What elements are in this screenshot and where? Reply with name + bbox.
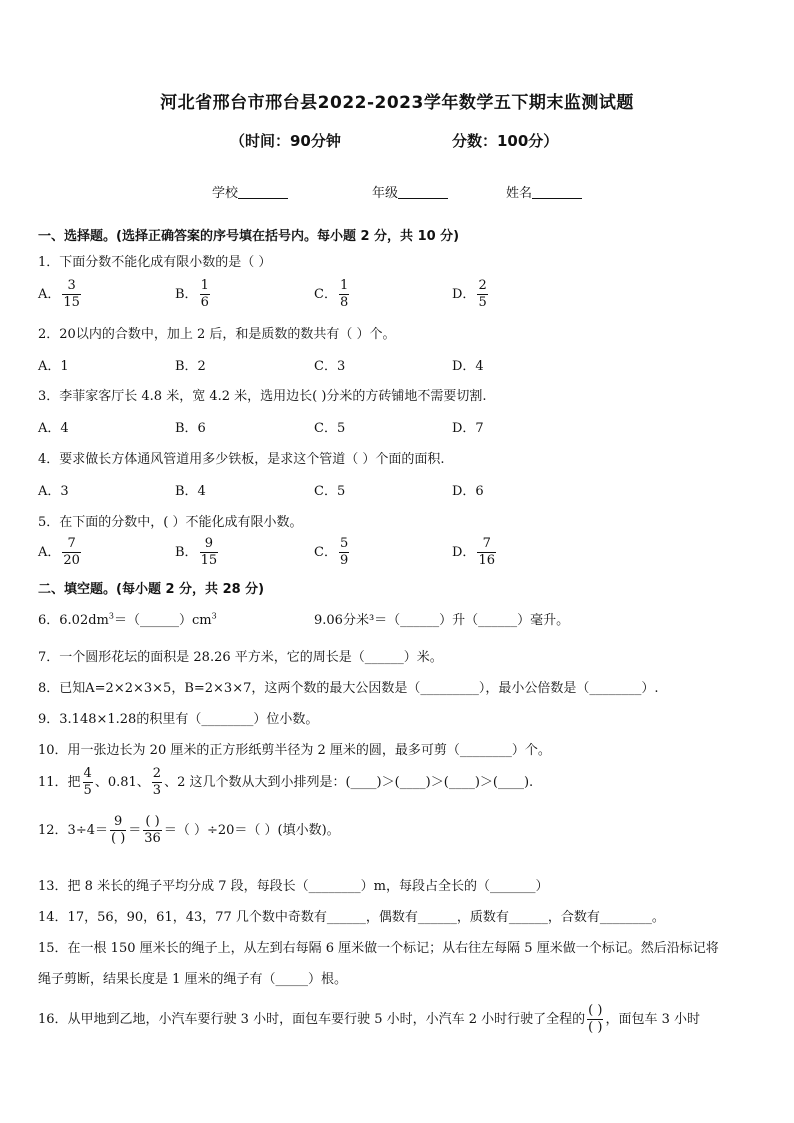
question-2: 2．20以内的合数中，加上 2 后，和是质数的数共有（ ）个。	[38, 327, 396, 342]
fraction: $\frac{1}{6}$	[200, 278, 209, 310]
school-blank	[238, 186, 288, 199]
fraction: $\frac{( )}{( )}$	[588, 1003, 603, 1035]
q2-option-c: C．3	[314, 359, 346, 374]
q5-option-d: D． $\frac{7}{16}$	[452, 536, 495, 568]
school-label: 学校	[212, 186, 239, 201]
q4-option-b: B．4	[175, 484, 206, 499]
fraction: $\frac{2}{3}$	[152, 766, 162, 798]
q3-option-d: D．7	[452, 421, 484, 436]
question-3: 3．李菲家客厅长 4.8 米，宽 4.2 米，选用边长( )分米的方砖铺地不需要切割.	[38, 389, 487, 404]
question-14: 14．17，56，90，61，43，77 几个数中奇数有______，偶数有______，质数有______，合数有________。	[38, 910, 665, 925]
fraction: $\frac{5}{9}$	[339, 536, 349, 568]
q3-option-c: C．5	[314, 421, 346, 436]
question-12: 12．3÷4＝ $\frac{9}{( )}$ ＝ $\frac{( )}{36}$ ＝（ ）÷20＝（ ）(填小数)。	[38, 814, 340, 846]
q1-option-d: D． $\frac{2}{5}$	[452, 278, 487, 310]
q4-option-d: D．6	[452, 484, 484, 499]
page-title: 河北省邢台市邢台县2022-2023学年数学五下期末监测试题	[160, 93, 634, 113]
q3-option-b: B．6	[175, 421, 206, 436]
question-6b: 9.06分米³＝（______）升（______）毫升。	[314, 613, 570, 628]
grade-label: 年级	[372, 186, 399, 201]
question-7: 7．一个圆形花坛的面积是 28.26 平方米，它的周长是（______）米。	[38, 650, 443, 665]
q2-option-d: D．4	[452, 359, 484, 374]
question-6a: 6．$6.02dm^3=(\_\_\_\_\_\_)cm^3$	[38, 611, 217, 628]
q1-option-a: A． $\frac{3}{15}$	[38, 278, 80, 310]
section-1-heading: 一、选择题。(选择正确答案的序号填在括号内。每小题 2 分，共 10 分)	[38, 229, 460, 244]
fraction: $\frac{9}{( )}$	[110, 814, 126, 846]
grade-field	[372, 182, 448, 201]
question-5: 5．在下面的分数中，( ）不能化成有限小数。	[38, 515, 303, 530]
question-15-line-2: 绳子剪断，结果长度是 1 厘米的绳子有（_____）根。	[38, 972, 348, 987]
fraction: $\frac{( )}{36}$	[144, 814, 161, 846]
q5-option-a: A． $\frac{7}{20}$	[38, 536, 80, 568]
q1-option-c: C． $\frac{1}{8}$	[314, 278, 349, 310]
fraction: $\frac{2}{5}$	[478, 278, 487, 310]
q3-option-a: A．4	[38, 421, 69, 436]
fraction: $\frac{9}{15}$	[200, 536, 218, 568]
section-2-heading: 二、填空题。(每小题 2 分，共 28 分)	[38, 582, 265, 597]
question-9: 9．3.148×1.28的积里有（________）位小数。	[38, 712, 319, 727]
name-field	[506, 182, 582, 201]
question-11: 11．把 $\frac{4}{5}$ 、0.81、 $\frac{2}{3}$ 、2 这几个数从大到小排列是：(____)＞(____)＞(____)＞(____).	[38, 766, 534, 798]
question-8: 8．已知A=2×2×3×5，B=2×3×7，这两个数的最大公因数是（_________），最小公倍数是（________）.	[38, 681, 659, 696]
fraction: $\frac{3}{15}$	[63, 278, 80, 310]
q4-option-c: C．5	[314, 484, 346, 499]
grade-blank	[398, 186, 448, 199]
q4-option-a: A．3	[38, 484, 69, 499]
fraction: $\frac{1}{8}$	[339, 278, 349, 310]
q1-option-b: B． $\frac{1}{6}$	[175, 278, 209, 310]
fraction: $\frac{7}{16}$	[478, 536, 495, 568]
q2-option-a: A．1	[38, 359, 69, 374]
question-4: 4．要求做长方体通风管道用多少铁板，是求这个管道（ ）个面的面积.	[38, 452, 445, 467]
question-15-line-1: 15．在一根 150 厘米长的绳子上，从左到右每隔 6 厘米做一个标记；从右往左每隔 5 厘米做一个标记。然后沿标记将	[38, 941, 719, 956]
name-blank	[532, 186, 582, 199]
question-13: 13．把 8 米长的绳子平均分成 7 段，每段长（________）m，每段占全长的（_______）	[38, 879, 549, 894]
school-field	[212, 182, 288, 201]
fraction: $\frac{4}{5}$	[83, 766, 92, 798]
question-10: 10．用一张边长为 20 厘米的正方形纸剪半径为 2 厘米的圆，最多可剪（________）个。	[38, 743, 551, 758]
time-label: （时间：90分钟	[230, 132, 341, 150]
q2-option-b: B．2	[175, 359, 206, 374]
score-label: 分数：100分）	[452, 132, 559, 150]
fraction: $\frac{7}{20}$	[63, 536, 80, 568]
question-16: 16．从甲地到乙地，小汽车要行驶 3 小时，面包车要行驶 5 小时，小汽车 2 小时行驶了全程的 $\frac{( )}{( )}$ ，面包车 3 小时	[38, 1003, 700, 1035]
question-1: 1．下面分数不能化成有限小数的是（ ）	[38, 255, 272, 270]
q5-option-b: B． $\frac{9}{15}$	[175, 536, 218, 568]
q5-option-c: C． $\frac{5}{9}$	[314, 536, 349, 568]
name-label: 姓名	[506, 186, 533, 201]
